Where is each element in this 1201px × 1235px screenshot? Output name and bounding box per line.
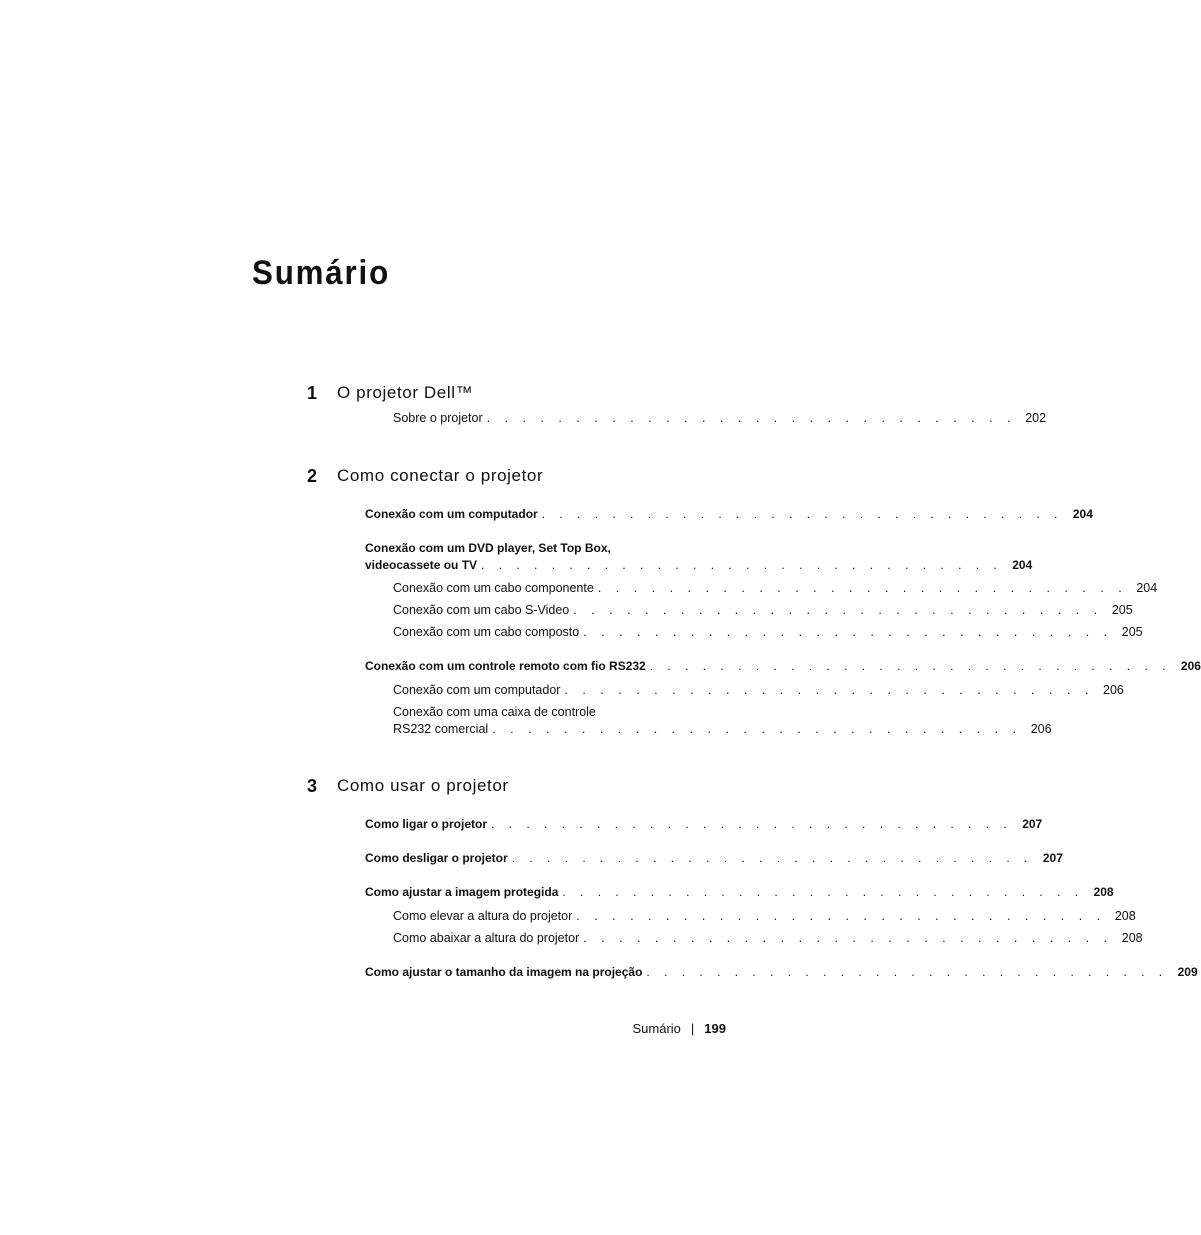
dot-leader: . . . . . . . . . . . . . . . . . . . . . . . . . . . . . .: [646, 965, 1168, 979]
toc-entry-page: 209: [1177, 965, 1198, 979]
toc-entry-label: Como abaixar a altura do projetor: [393, 931, 580, 945]
toc-entry-imagem-protegida[interactable]: [365, 884, 1114, 901]
chapter-number: 1: [307, 383, 318, 403]
chapter-2-heading[interactable]: [307, 466, 727, 492]
dot-leader: . . . . . . . . . . . . . . . . . . . . . . . . . . . . . .: [562, 885, 1084, 899]
dot-leader: . . . . . . . . . . . . . . . . . . . . . . . . . . . . . .: [481, 558, 1003, 572]
toc-entry-label: Sobre o projetor: [393, 411, 483, 425]
page-footer: [600, 1021, 726, 1036]
footer-separator: |: [690, 1021, 695, 1036]
page-number: 199: [704, 1021, 726, 1036]
toc-entry-conexao-computador[interactable]: [365, 506, 1093, 523]
toc-entry-label: Como elevar a altura do projetor: [393, 909, 573, 923]
toc-entry-caixa-controle-rs232[interactable]: [393, 704, 1052, 738]
dot-leader: . . . . . . . . . . . . . . . . . . . . . . . . . . . . . .: [491, 817, 1013, 831]
chapter-3-heading[interactable]: [307, 776, 727, 802]
toc-entry-label: Conexão com um cabo composto: [393, 625, 580, 639]
toc-entry-como-ligar[interactable]: [365, 816, 1043, 833]
toc-entry-tamanho-imagem[interactable]: [365, 964, 1198, 981]
chapter-title: Como usar o projetor: [337, 776, 509, 795]
toc-entry-label: RS232 comercial: [393, 722, 489, 736]
toc-entry-page: 206: [1180, 659, 1201, 673]
chapter-title: O projetor Dell™: [337, 383, 474, 402]
dot-leader: . . . . . . . . . . . . . . . . . . . . . . . . . . . . . .: [576, 909, 1106, 923]
toc-entry-page: 207: [1042, 851, 1063, 865]
toc-entry-page: 207: [1022, 817, 1043, 831]
toc-entry-conexao-dvd[interactable]: [365, 540, 1033, 574]
toc-entry-label: Conexão com um controle remoto com fio RS232: [365, 659, 646, 673]
toc-entry-page: 208: [1121, 931, 1143, 945]
dot-leader: . . . . . . . . . . . . . . . . . . . . . . . . . . . . . .: [564, 683, 1094, 697]
toc-entry-page: 206: [1103, 683, 1124, 697]
toc-entry-cabo-s-video[interactable]: [393, 602, 1133, 619]
toc-entry-label: Conexão com um computador: [365, 507, 538, 521]
toc-entry-label: Como ajustar o tamanho da imagem na projeção: [365, 965, 643, 979]
chapter-number: 3: [307, 776, 318, 796]
dot-leader: . . . . . . . . . . . . . . . . . . . . . . . . . . . . . .: [583, 625, 1113, 639]
dot-leader: . . . . . . . . . . . . . . . . . . . . . . . . . . . . . .: [649, 659, 1171, 673]
toc-entry-label: Conexão com um cabo S-Video: [393, 603, 570, 617]
toc-entry-label: Como ligar o projetor: [365, 817, 488, 831]
toc-entry-label: Como desligar o projetor: [365, 851, 508, 865]
toc-entry-page: 204: [1012, 558, 1033, 572]
dot-leader: . . . . . . . . . . . . . . . . . . . . . . . . . . . . . .: [511, 851, 1033, 865]
page-title: Sumário: [252, 254, 391, 292]
toc-entry-page: 204: [1136, 581, 1158, 595]
toc-entry-page: 208: [1093, 885, 1114, 899]
toc-entry-como-desligar[interactable]: [365, 850, 1063, 867]
dot-leader: . . . . . . . . . . . . . . . . . . . . . . . . . . . . . .: [486, 411, 1017, 425]
dot-leader: . . . . . . . . . . . . . . . . . . . . . . . . . . . . . .: [583, 931, 1113, 945]
footer-section-label: Sumário: [632, 1021, 681, 1036]
toc-entry-elevar-altura[interactable]: [393, 908, 1136, 925]
chapter-title: Como conectar o projetor: [337, 466, 544, 485]
toc-entry-page: 208: [1114, 909, 1136, 923]
toc-entry-page: 206: [1030, 722, 1052, 736]
toc-entry-page: 204: [1072, 507, 1093, 521]
toc-entry-label-line1: Conexão com uma caixa de controle: [393, 705, 596, 719]
toc-entry-sobre-o-projetor[interactable]: [393, 410, 1047, 427]
toc-entry-label-line1: Conexão com um DVD player, Set Top Box,: [365, 541, 611, 555]
chapter-1-heading[interactable]: [307, 383, 727, 409]
toc-entry-page: 205: [1121, 625, 1143, 639]
toc-entry-label: Conexão com um computador: [393, 683, 561, 697]
toc-entry-page: 202: [1025, 411, 1047, 425]
toc-entry-abaixar-altura[interactable]: [393, 930, 1143, 947]
dot-leader: . . . . . . . . . . . . . . . . . . . . . . . . . . . . . .: [541, 507, 1063, 521]
toc-entry-page: 205: [1111, 603, 1133, 617]
toc-entry-label: videocassete ou TV: [365, 558, 478, 572]
toc-entry-cabo-componente[interactable]: [393, 580, 1158, 597]
toc-entry-controle-remoto-rs232[interactable]: [365, 658, 1201, 675]
toc-entry-label: Conexão com um cabo componente: [393, 581, 594, 595]
dot-leader: . . . . . . . . . . . . . . . . . . . . . . . . . . . . . .: [597, 581, 1128, 595]
chapter-number: 2: [307, 466, 318, 486]
toc-entry-rs232-computador[interactable]: [393, 682, 1124, 699]
dot-leader: . . . . . . . . . . . . . . . . . . . . . . . . . . . . . .: [573, 603, 1103, 617]
dot-leader: . . . . . . . . . . . . . . . . . . . . . . . . . . . . . .: [492, 722, 1022, 736]
toc-entry-cabo-composto[interactable]: [393, 624, 1143, 641]
toc-entry-label: Como ajustar a imagem protegida: [365, 885, 559, 899]
